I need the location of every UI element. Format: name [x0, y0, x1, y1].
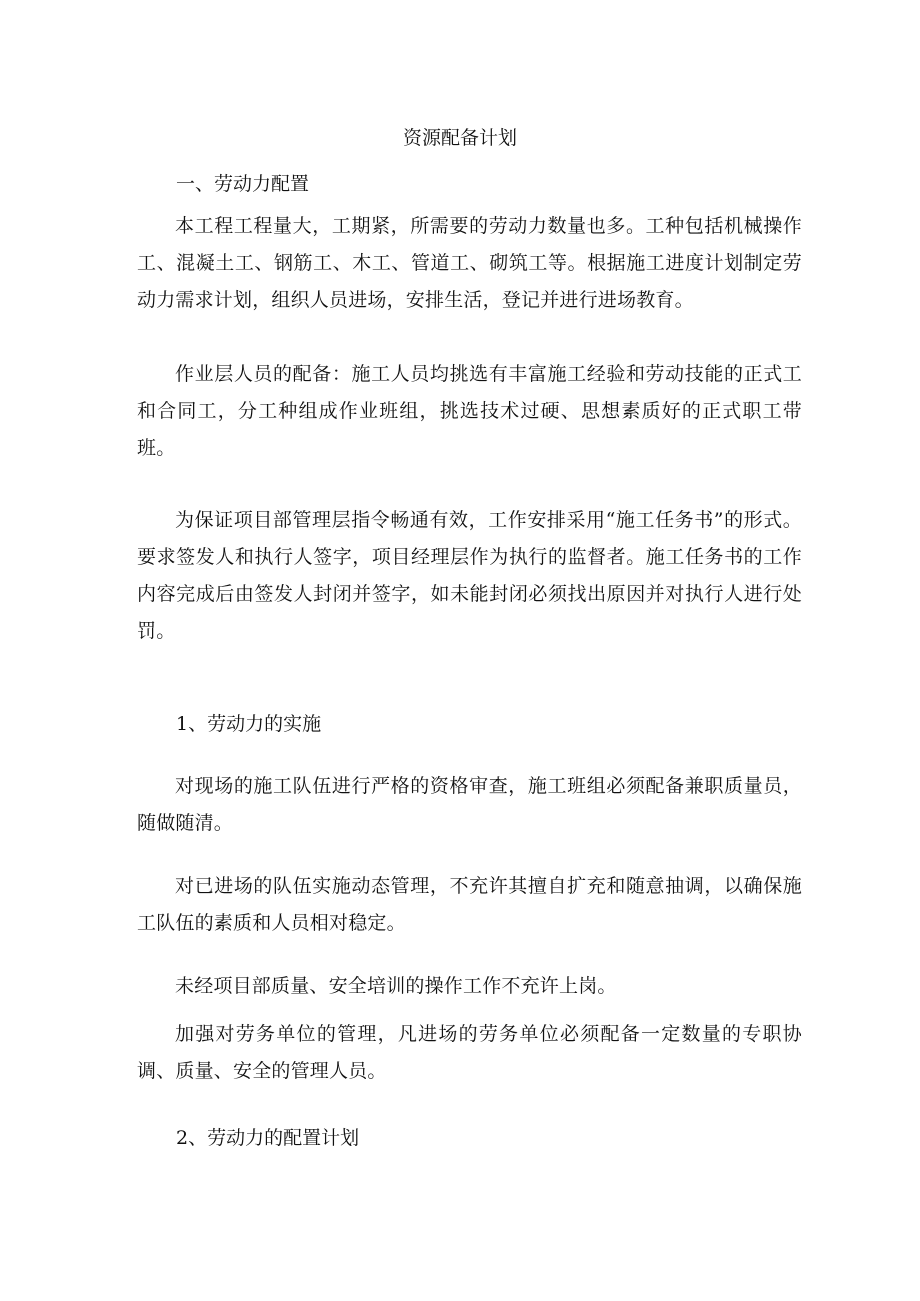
document-title: 资源配备计划 — [402, 127, 517, 149]
subheading-labor-allocation-plan: 2、劳动力的配置计划 — [176, 1127, 360, 1149]
subheading-labor-implementation: 1、劳动力的实施 — [176, 713, 322, 735]
section-heading-labor-allocation: 一、劳动力配置 — [176, 173, 310, 195]
paragraph-project-overview: 本工程工程量大，工期紧，所需要的劳动力数量也多。工种包括机械操作工、混凝土工、钢筋工、木工、管道工、砌筑工等。根据施工进度计划制定劳动力需求计划，组织人员进场，安排生活，登记并进行进场教育。 — [137, 215, 802, 311]
paragraph-training-requirement: 未经项目部质量、安全培训的操作工作不充许上岗。 — [175, 975, 617, 997]
paragraph-labor-unit-management: 加强对劳务单位的管理，凡进场的劳务单位必须配备一定数量的专职协调、质量、安全的管理人员。 — [137, 1023, 802, 1082]
paragraph-dynamic-management: 对已进场的队伍实施动态管理，不充许其擅自扩充和随意抽调，以确保施工队伍的素质和人员相对稳定。 — [137, 875, 802, 934]
paragraph-qualification-review: 对现场的施工队伍进行严格的资格审查，施工班组必须配备兼职质量员，随做随清。 — [137, 775, 802, 834]
paragraph-staffing: 作业层人员的配备：施工人员均挑选有丰富施工经验和劳动技能的正式工和合同工，分工种组成作业班组，挑选技术过硬、思想素质好的正式职工带班。 — [137, 363, 802, 459]
paragraph-task-book: 为保证项目部管理层指令畅通有效，工作安排采用“施工任务书”的形式。要求签发人和执行人签字，项目经理层作为执行的监督者。施工任务书的工作内容完成后由签发人封闭并签字，如未能封闭必须找出原因并对执行人进行处罚。 — [137, 509, 802, 642]
